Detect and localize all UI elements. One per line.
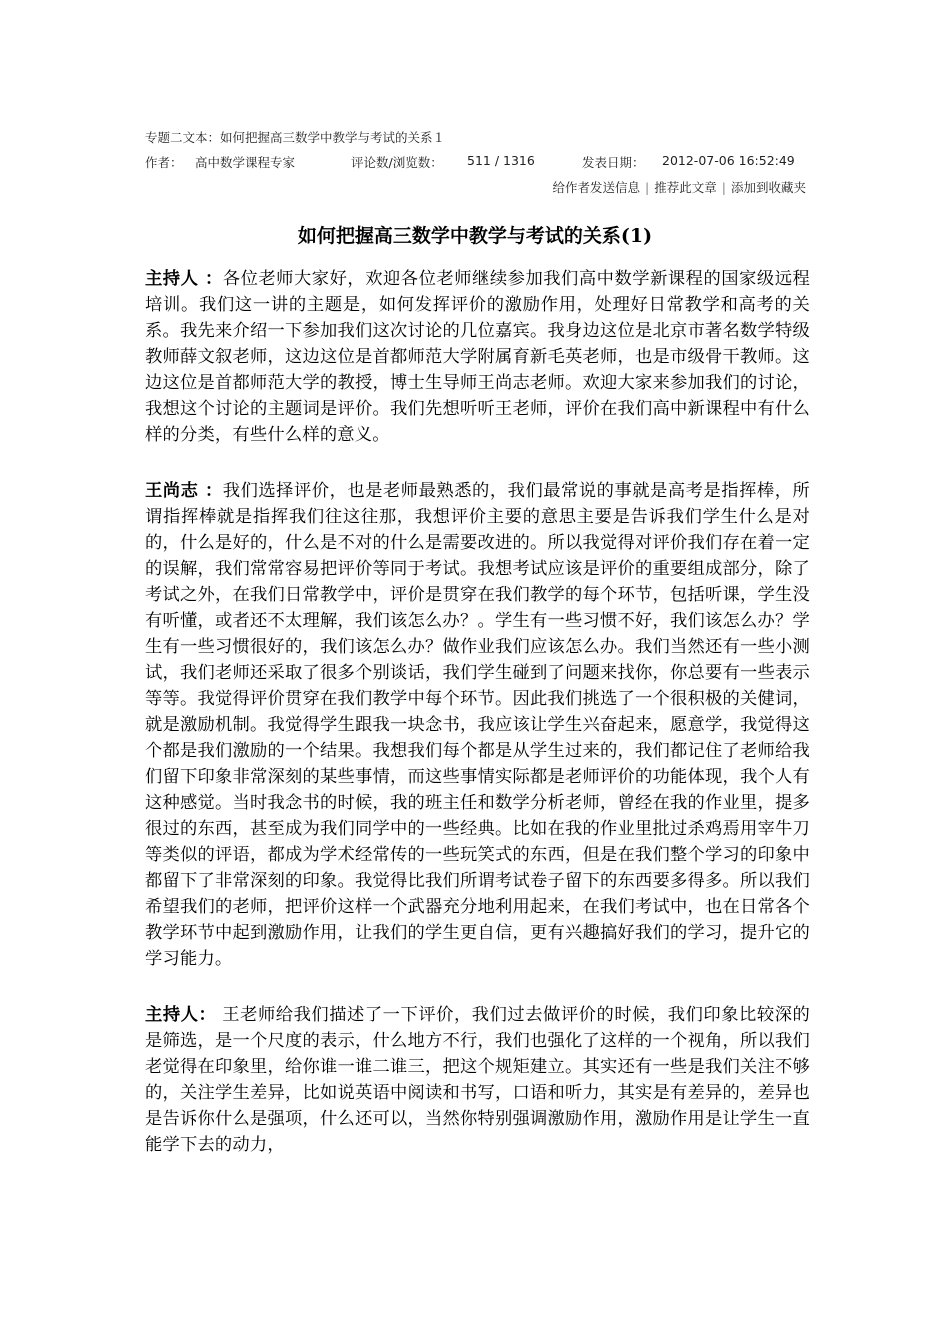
paragraph-wang: [145, 478, 810, 972]
stats-label: 评论数/浏览数：: [351, 155, 443, 170]
paragraph-host-1: [145, 266, 810, 448]
separator: |: [645, 180, 650, 195]
add-favorite-link[interactable]: 添加到收藏夹: [730, 180, 806, 195]
article-actions: [553, 178, 806, 196]
speaker-label: 主持人 ：: [145, 269, 223, 289]
separator: |: [721, 180, 726, 195]
date-value: 2012-07-06 16:52:49: [662, 153, 795, 168]
send-message-link[interactable]: 给作者发送信息: [552, 180, 641, 195]
article-body: [145, 266, 810, 1188]
author-label: 作者：: [145, 155, 183, 170]
recommend-link[interactable]: 推荐此文章: [654, 180, 717, 195]
speaker-label: 王尚志 ：: [145, 481, 223, 501]
date-label: 发表日期：: [582, 155, 645, 170]
paragraph-text: 各位老师大家好，欢迎各位老师继续参加我们高中数学新课程的国家级远程培训。我们这一讲的主题是，如何发挥评价的激励作用，处理好日常教学和高考的关系。我先来介绍一下参加我们这次讨论的几位嘉宾。我身边这位是北京市著名数学特级教师薛文叙老师，这边这位是首都师范大学附属育新毛英老师，也是市级骨干教师。这边这位是首都师范大学的教授，博士生导师王尚志老师。欢迎大家来参加我们的讨论，我想这个讨论的主题词是评价。我们先想听听王老师，评价在我们高中新课程中有什么样的分类，有些什么样的意义。: [145, 269, 810, 445]
author-name: 高中数学课程专家: [195, 155, 296, 170]
speaker-label: 主持人：: [145, 1005, 217, 1025]
stats-value: 511 / 1316: [467, 153, 535, 168]
paragraph-text: 王老师给我们描述了一下评价，我们过去做评价的时候，我们印象比较深的是筛选，是一个尺度的表示，什么地方不行，我们也强化了这样的一个视角，所以我们老觉得在印象里，给你谁一谁二谁三，把这个规矩建立。其实还有一些是我们关注不够的，关注学生差异，比如说英语中阅读和书写，口语和听力，其实是有差异的，差异也是告诉你什么是强项，什么还可以，当然你特别强调激励作用，激励作用是让学生一直能学下去的动力，: [145, 1005, 810, 1155]
article-title: 如何把握高三数学中教学与考试的关系(1): [297, 225, 653, 247]
paragraph-host-2: [145, 1002, 810, 1158]
topic-line: 专题二文本：如何把握高三数学中教学与考试的关系１: [145, 130, 446, 145]
paragraph-text: 我们选择评价，也是老师最熟悉的，我们最常说的事就是高考是指挥棒，所谓指挥棒就是指挥我们往这往那，我想评价主要的意思主要是告诉我们学生什么是对的，什么是好的，什么是不对的什么是需要改进的。所以我觉得对评价我们存在着一定的误解，我们常常容易把评价等同于考试。我想考试应该是评价的重要组成部分，除了考试之外，在我们日常教学中，评价是贯穿在我们教学的每个环节，包括听课，学生没有听懂，或者还不太理解，我们该怎么办？。学生有一些习惯不好，我们该怎么办？学生有一些习惯很好的，我们该怎么办？做作业我们应该怎么办。我们当然还有一些小测试，我们老师还采取了很多个别谈话，我们学生碰到了问题来找你，你总要有一些表示等等。我觉得评价贯穿在我们教学中每个环节。因此我们挑选了一个很积极的关健词，就是激励机制。我觉得学生跟我一块念书，我应该让学生兴奋起来，愿意学，我觉得这个都是我们激励的一个结果。我想我们每个都是从学生过来的，我们都记住了老师给我们留下印象非常深刻的某些事情，而这些事情实际都是老师评价的功能体现，我个人有这种感觉。当时我念书的时候，我的班主任和数学分析老师，曾经在我的作业里，提多很过的东西，甚至成为我们同学中的一些经典。比如在我的作业里批过杀鸡焉用宰牛刀等类似的评语，都成为学术经常传的一些玩笑式的东西，但是在我们整个学习的印象中都留下了非常深刻的印象。我觉得比我们所谓考试卷子留下的东西要多得多。所以我们希望我们的老师，把评价这样一个武器充分地利用起来，在我们考试中，也在日常各个教学环节中起到激励作用，让我们的学生更自信，更有兴趣搞好我们的学习，提升它的学习能力。: [145, 481, 810, 969]
